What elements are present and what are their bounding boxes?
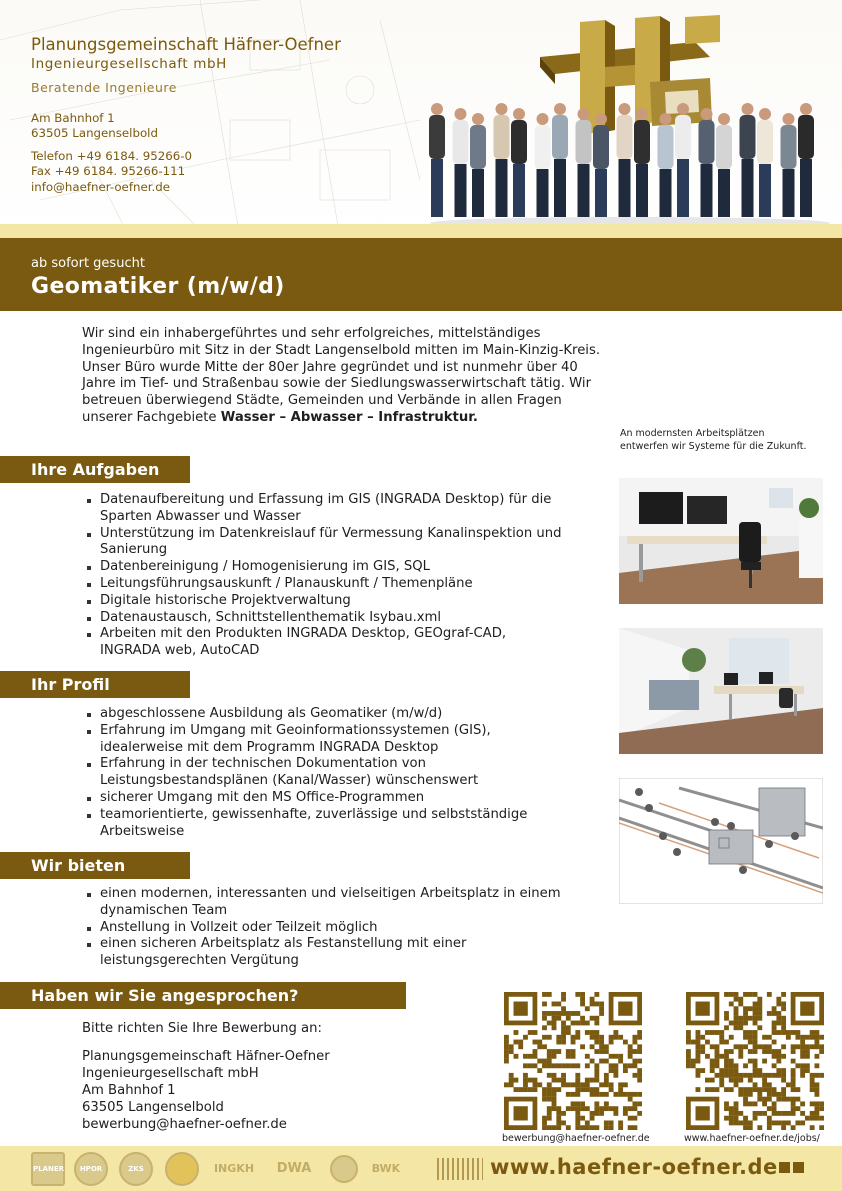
- list-item: Leitungsführungsauskunft / Planauskunft / Themenpläne: [100, 576, 570, 593]
- list-item: Erfahrung im Umgang mit Geoinformationssystemen (GIS), idealerweise mit dem Programm INGRADA Desktop: [100, 723, 570, 757]
- person-head: [783, 113, 795, 125]
- person-body: [798, 115, 814, 159]
- contact-city: 63505 Langenselbold: [82, 1100, 224, 1115]
- list-item: Datenaustausch, Schnittstellenthematik Isybau.xml: [100, 610, 570, 627]
- person-head: [431, 103, 443, 115]
- company-name: Planungsgemeinschaft Häfner-Oefner: [31, 35, 341, 54]
- person-body: [617, 115, 633, 159]
- person-head: [578, 108, 590, 120]
- person-head: [513, 108, 525, 120]
- person-legs: [472, 169, 484, 217]
- list-item: einen sicheren Arbeitsplatz als Festanstellung mit einer leistungsgerechten Vergütung: [100, 936, 570, 970]
- person-legs: [783, 169, 795, 217]
- person-legs: [759, 164, 771, 217]
- badge-label: DWA: [276, 1161, 312, 1176]
- badge-label: INGKH: [213, 1162, 255, 1175]
- job-title: Geomatiker (m/w/d): [31, 274, 285, 299]
- page-header: [0, 0, 842, 238]
- person-head: [701, 108, 713, 120]
- person-body: [511, 120, 527, 164]
- person-head: [742, 103, 754, 115]
- office-photo-desks: [619, 478, 823, 604]
- qr-label-jobs: www.haefner-oefner.de/jobs/: [684, 1133, 820, 1144]
- person-head: [636, 108, 648, 120]
- email-address[interactable]: info@haefner-oefner.de: [31, 180, 170, 194]
- person-head: [718, 113, 730, 125]
- certificate-badge: [164, 1151, 200, 1186]
- person-head: [537, 113, 549, 125]
- person-legs: [431, 159, 443, 217]
- person-head: [660, 113, 672, 125]
- person-body: [535, 125, 551, 169]
- footer-square-icon: [779, 1162, 790, 1173]
- person-head: [472, 113, 484, 125]
- person-head: [554, 103, 566, 115]
- person-legs: [513, 164, 525, 217]
- list-item: einen modernen, interessanten und vielseitigen Arbeitsplatz in einem dynamischen Team: [100, 886, 570, 920]
- person-body: [494, 115, 510, 159]
- person-body: [699, 120, 715, 164]
- person-body: [716, 125, 732, 169]
- profile-list: [100, 706, 570, 840]
- person-legs: [701, 164, 713, 217]
- person-head: [619, 103, 631, 115]
- person-body: [757, 120, 773, 164]
- badge-label: BWK: [371, 1162, 401, 1175]
- list-item: sicherer Umgang mit den MS Office-Programmen: [100, 790, 570, 807]
- contact-street: Am Bahnhof 1: [82, 1083, 176, 1098]
- person-legs: [455, 164, 467, 217]
- job-subtitle: ab sofort gesucht: [31, 256, 145, 271]
- section-heading-profile: Ihr Profil: [0, 671, 190, 698]
- list-item: Unterstützung im Datenkreislauf für Vermessung Kanalinspektion und Sanierung: [100, 526, 570, 560]
- qr-code-icon[interactable]: [504, 992, 642, 1130]
- list-item: Arbeiten mit den Produkten INGRADA Desktop, GEOgraf-CAD, INGRADA web, AutoCAD: [100, 626, 570, 660]
- person-body: [593, 125, 609, 169]
- intro-paragraph: [82, 326, 612, 427]
- person-legs: [742, 159, 754, 217]
- person-legs: [496, 159, 508, 217]
- tasks-list: [100, 492, 570, 660]
- office-photo-open-space: [619, 628, 823, 754]
- offer-list: [100, 886, 570, 970]
- person-body: [552, 115, 568, 159]
- person-body: [576, 120, 592, 164]
- list-item: teamorientierte, gewissenhafte, zuverlässige und selbstständige Arbeitsweise: [100, 807, 570, 841]
- intro-emphasis: Wasser – Abwasser – Infrastruktur.: [220, 409, 478, 425]
- footer-square-icon: [793, 1162, 804, 1173]
- certificate-badge: [206, 1151, 262, 1186]
- badge-seal-icon: [165, 1152, 199, 1186]
- contact-email[interactable]: bewerbung@haefner-oefner.de: [82, 1117, 287, 1132]
- certificate-badge: [268, 1151, 320, 1186]
- badge-seal-icon: [330, 1155, 358, 1183]
- qr-code-icon[interactable]: [686, 992, 824, 1130]
- person-body: [429, 115, 445, 159]
- person-body: [740, 115, 756, 159]
- person-body: [453, 120, 469, 164]
- person-legs: [578, 164, 590, 217]
- title-band-accent: [0, 224, 842, 238]
- certificate-badge: [73, 1151, 109, 1186]
- certificate-badge: [118, 1151, 154, 1186]
- person-legs: [718, 169, 730, 217]
- list-item: Datenbereinigung / Homogenisierung im GIS, SQL: [100, 559, 570, 576]
- company-tagline: Beratende Ingenieure: [31, 80, 177, 95]
- certificate-badge: [328, 1151, 360, 1186]
- pipe-model-render: [619, 778, 823, 904]
- person-head: [677, 103, 689, 115]
- contact-company: Planungsgemeinschaft Häfner-Oefner: [82, 1049, 330, 1064]
- person-body: [781, 125, 797, 169]
- certificate-badge: [366, 1151, 406, 1186]
- team-photo: [425, 95, 835, 230]
- person-head: [455, 108, 467, 120]
- list-item: Erfahrung in der technischen Dokumentation von Leistungsbestandsplänen (Kanal/Wasser) wünschenswert: [100, 756, 570, 790]
- qr-label-application: bewerbung@haefner-oefner.de: [502, 1133, 650, 1144]
- person-legs: [800, 159, 812, 217]
- person-legs: [595, 169, 607, 217]
- address-street: Am Bahnhof 1: [31, 111, 115, 125]
- list-item: Digitale historische Projektverwaltung: [100, 593, 570, 610]
- certificate-badge: [30, 1151, 66, 1186]
- website-link[interactable]: www.haefner-oefner.de: [490, 1155, 778, 1179]
- person-body: [470, 125, 486, 169]
- person-body: [675, 115, 691, 159]
- person-legs: [537, 169, 549, 217]
- badge-label: PLANER: [31, 1152, 65, 1186]
- list-item: Datenaufbereitung und Erfassung im GIS (INGRADA Desktop) für die Sparten Abwasser und Wasser: [100, 492, 570, 526]
- contact-company-subtitle: Ingenieurgesellschaft mbH: [82, 1066, 259, 1081]
- list-item: abgeschlossene Ausbildung als Geomatiker (m/w/d): [100, 706, 570, 723]
- badge-label: ZKS: [119, 1152, 153, 1186]
- person-head: [496, 103, 508, 115]
- person-head: [595, 113, 607, 125]
- person-body: [634, 120, 650, 164]
- footer-decoration: [437, 1158, 483, 1180]
- photo-caption: An modernsten Arbeitsplätzen entwerfen wir Systeme für die Zukunft.: [620, 428, 807, 452]
- list-item: Anstellung in Vollzeit oder Teilzeit möglich: [100, 920, 570, 937]
- person-legs: [677, 159, 689, 217]
- company-subtitle: Ingenieurgesellschaft mbH: [31, 56, 227, 72]
- person-body: [658, 125, 674, 169]
- section-heading-offer: Wir bieten: [0, 852, 190, 879]
- contact-intro: Bitte richten Sie Ihre Bewerbung an:: [82, 1021, 322, 1036]
- section-heading-tasks: Ihre Aufgaben: [0, 456, 190, 483]
- person-legs: [660, 169, 672, 217]
- person-legs: [636, 164, 648, 217]
- address-city: 63505 Langenselbold: [31, 126, 158, 140]
- section-heading-contact: Haben wir Sie angesprochen?: [0, 982, 406, 1009]
- intro-text: Wir sind ein inhabergeführtes und sehr erfolgreiches, mittelständiges Ingenieurbüro mit Sitz in der Stadt Langenselbold mitten im Main-Kinzig-Kreis. Unser Büro wurde Mitte der 80er Jahre gegründet und ist nunmehr über 40 Jahre im Tief- und Straßenbau sowie der Siedlungswasserwirtschaft tätig. Wir betreuen überwiegend Städte, Gemeinden und Verbände in allen Fragen unserer Fachgebiete: [82, 326, 601, 425]
- person-head: [759, 108, 771, 120]
- fax-number: Fax +49 6184. 95266-111: [31, 164, 186, 178]
- person-legs: [619, 159, 631, 217]
- badge-label: HPOR: [74, 1152, 108, 1186]
- phone-number: Telefon +49 6184. 95266-0: [31, 149, 193, 163]
- person-head: [800, 103, 812, 115]
- person-legs: [554, 159, 566, 217]
